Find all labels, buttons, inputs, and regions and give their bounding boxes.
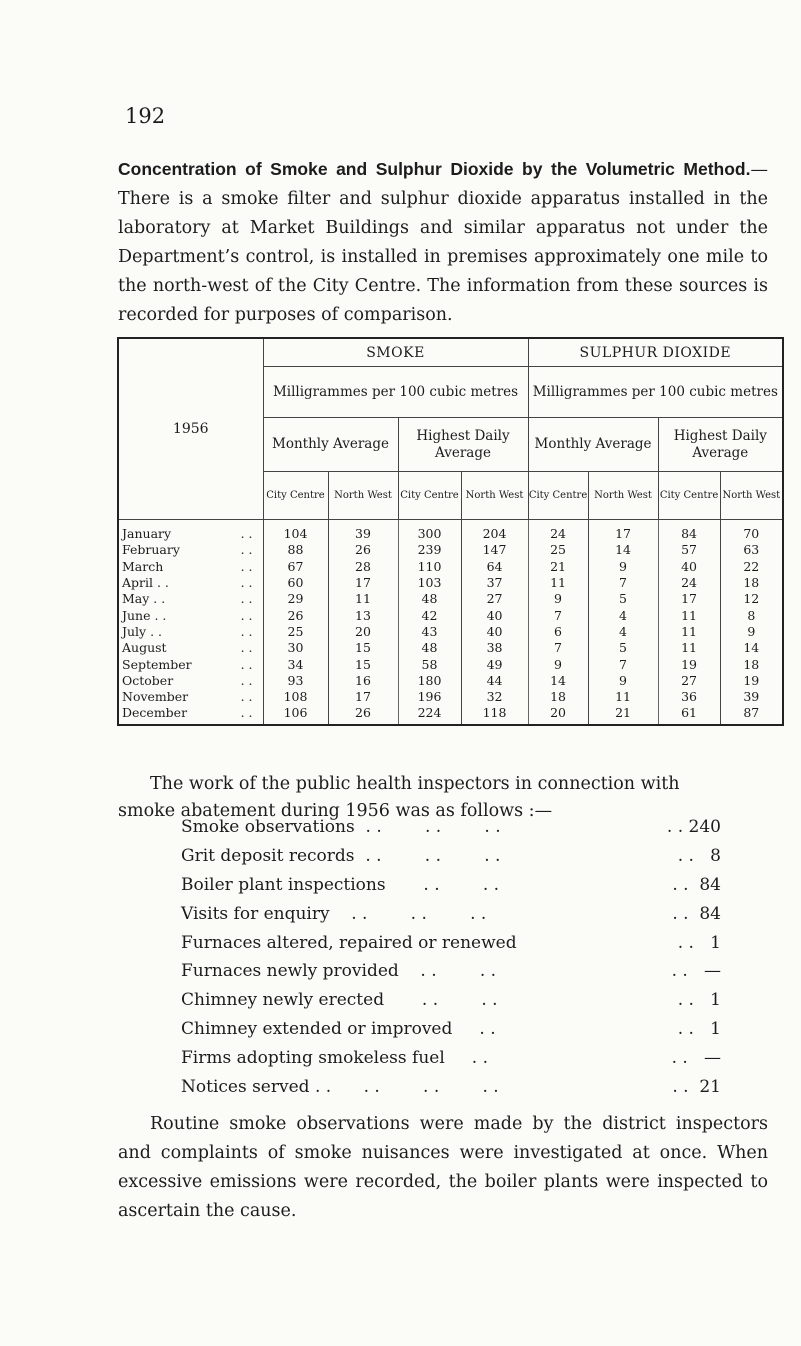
value-cell: 19 — [658, 656, 720, 672]
value-cell: 26 — [328, 542, 398, 558]
summary-label: Notices served . . . . . . . . — [181, 1077, 499, 1098]
month-cell — [118, 591, 263, 607]
table-row — [118, 689, 783, 705]
value-cell: 19 — [743, 672, 760, 688]
value-cell: 12 — [743, 591, 760, 607]
value-cell: 110 — [398, 559, 461, 575]
value-cell: 8 — [747, 607, 756, 623]
value-cell: 9 — [528, 591, 588, 607]
month-label: September — [122, 656, 192, 672]
summary-item — [181, 1073, 721, 1102]
leader-dots: . . — [240, 607, 253, 623]
value-cell: 20 — [528, 705, 588, 721]
summary-value: . . 240 — [666, 817, 721, 837]
loc-city-centre: City Centre — [528, 472, 588, 520]
value-cell: 57 — [658, 542, 720, 558]
loc-north-west: North West — [588, 472, 658, 520]
summary-label: Smoke observations . . . . . . — [181, 817, 501, 837]
value-cell: 14 — [528, 673, 588, 689]
table-row — [118, 640, 783, 656]
value-cell: 11 — [588, 689, 658, 705]
summary-label: Visits for enquiry . . . . . . — [181, 903, 487, 924]
leader-dots: . . — [240, 575, 253, 591]
summary-value: . . — — [671, 1048, 721, 1069]
value-cell: 49 — [461, 656, 528, 672]
value-cell: 4 — [588, 624, 658, 640]
value-cell: 25 — [528, 542, 588, 558]
value-cell: 14 — [743, 640, 760, 656]
value-cell: 103 — [398, 575, 461, 591]
value-cell: 63 — [743, 542, 760, 558]
value-cell: 48 — [398, 640, 461, 656]
summary-item — [181, 842, 721, 871]
leader-dots: . . — [240, 558, 253, 574]
sulphur-header: SULPHUR DIOXIDE — [528, 338, 783, 367]
value-cell: 36 — [658, 689, 720, 705]
value-cell: 21 — [528, 559, 588, 575]
value-cell: 27 — [658, 673, 720, 689]
value-cell: 9 — [528, 656, 588, 672]
value-cell: 29 — [263, 591, 328, 607]
leader-dots: . . — [240, 656, 253, 672]
month-label: December — [122, 705, 188, 721]
month-cell — [118, 640, 263, 656]
table-row — [118, 575, 783, 591]
summary-value: . . 84 — [672, 874, 721, 895]
month-cell — [118, 689, 263, 705]
summary-value: . . 8 — [677, 845, 721, 866]
month-label: January — [122, 526, 172, 542]
value-cell: 196 — [398, 689, 461, 705]
inspectors-line-1: The work of the public health inspectors in connection with — [150, 774, 680, 794]
value-cell: 24 — [658, 575, 720, 591]
value-cell: 11 — [658, 607, 720, 623]
month-cell — [118, 624, 263, 640]
value-cell: 44 — [461, 673, 528, 689]
value-cell: 15 — [328, 656, 398, 672]
leader-dots: . . — [240, 542, 253, 558]
summary-value: . . 21 — [672, 1077, 721, 1098]
leader-dots: . . — [240, 705, 253, 721]
month-label: August — [122, 640, 167, 656]
loc-city-centre: City Centre — [263, 472, 328, 520]
value-cell: 11 — [658, 640, 720, 656]
value-cell: 16 — [328, 673, 398, 689]
value-cell: 300 — [398, 526, 461, 542]
value-cell: 25 — [263, 624, 328, 640]
value-cell: 9 — [747, 623, 756, 639]
summary-label: Chimney newly erected . . . . — [181, 990, 498, 1011]
value-cell: 18 — [743, 656, 760, 672]
summary-value: . . 1 — [677, 990, 721, 1011]
value-cell: 39 — [743, 689, 760, 705]
year-header: 1956 — [118, 338, 263, 520]
value-cell: 42 — [398, 607, 461, 623]
value-cell: 18 — [743, 575, 760, 591]
table-row — [118, 526, 783, 542]
summary-value: . . 1 — [677, 1019, 721, 1040]
summary-value: . . — — [671, 961, 721, 982]
summary-value: . . 84 — [672, 903, 721, 924]
leader-dots: . . — [240, 672, 253, 688]
summary-item — [181, 813, 721, 842]
value-cell: 28 — [328, 559, 398, 575]
value-cell: 64 — [461, 559, 528, 575]
value-cell: 22 — [743, 558, 760, 574]
value-cell: 7 — [528, 640, 588, 656]
leader-dots: . . — [240, 623, 253, 639]
value-cell: 40 — [461, 624, 528, 640]
sulphur-highest-header: Highest Daily Average — [658, 418, 783, 472]
summary-label: Chimney extended or improved . . — [181, 1019, 496, 1040]
sulphur-monthly-header: Monthly Average — [528, 418, 658, 472]
value-cell: 13 — [328, 607, 398, 623]
value-cell: 37 — [461, 575, 528, 591]
table-row — [118, 705, 783, 721]
value-cell: 70 — [743, 526, 760, 542]
summary-value: . . 1 — [677, 932, 721, 953]
table-row — [118, 673, 783, 689]
month-cell — [118, 673, 263, 689]
value-cell: 48 — [398, 591, 461, 607]
value-cell: 7 — [528, 607, 588, 623]
month-label: October — [122, 672, 174, 688]
summary-label: Boiler plant inspections . . . . — [181, 874, 500, 895]
value-cell: 26 — [263, 607, 328, 623]
sulphur-unit-header: Milligrammes per 100 cubic metres — [528, 367, 783, 418]
summary-label: Furnaces altered, repaired or renewed — [181, 932, 517, 953]
value-cell: 17 — [658, 591, 720, 607]
value-cell: 58 — [398, 656, 461, 672]
value-cell: 104 — [263, 526, 328, 542]
value-cell: 180 — [398, 673, 461, 689]
value-cell: 20 — [328, 624, 398, 640]
table-row — [118, 559, 783, 575]
month-label: June . . — [122, 607, 167, 623]
table-row — [118, 656, 783, 672]
value-cell: 11 — [658, 624, 720, 640]
summary-item — [181, 900, 721, 929]
value-cell: 5 — [588, 640, 658, 656]
value-cell: 17 — [328, 689, 398, 705]
value-cell: 9 — [588, 673, 658, 689]
value-cell: 40 — [461, 607, 528, 623]
value-cell: 9 — [588, 559, 658, 575]
loc-city-centre: City Centre — [658, 472, 720, 520]
value-cell: 87 — [743, 705, 760, 721]
loc-north-west: North West — [328, 472, 398, 520]
value-cell: 43 — [398, 624, 461, 640]
value-cell: 38 — [461, 640, 528, 656]
summary-label: Grit deposit records . . . . . . — [181, 845, 501, 866]
smoke-monthly-header: Monthly Average — [263, 418, 398, 472]
value-cell: 17 — [588, 526, 658, 542]
value-cell: 21 — [588, 705, 658, 721]
month-label: March — [122, 558, 164, 574]
value-cell: 24 — [528, 526, 588, 542]
month-label: November — [122, 689, 189, 705]
month-cell — [118, 559, 263, 575]
value-cell: 18 — [528, 689, 588, 705]
table-row — [118, 624, 783, 640]
summary-label: Furnaces newly provided . . . . — [181, 961, 497, 982]
loc-north-west: North West — [461, 472, 528, 520]
summary-item — [181, 1044, 721, 1073]
value-cell: 239 — [398, 542, 461, 558]
smoke-highest-header: Highest Daily Average — [398, 418, 528, 472]
leader-dots: . . — [240, 689, 253, 705]
value-cell: 11 — [528, 575, 588, 591]
month-cell — [118, 705, 263, 721]
value-cell: 40 — [658, 559, 720, 575]
month-cell — [118, 607, 263, 623]
month-label: February — [122, 542, 180, 558]
value-cell: 15 — [328, 640, 398, 656]
summary-item — [181, 986, 721, 1015]
value-cell: 61 — [658, 705, 720, 721]
summary-label: Firms adopting smokeless fuel . . — [181, 1048, 489, 1069]
value-cell: 106 — [263, 705, 328, 721]
value-cell: 6 — [528, 624, 588, 640]
summary-item — [181, 871, 721, 900]
value-cell: 34 — [263, 656, 328, 672]
value-cell: 26 — [328, 705, 398, 721]
summary-list — [181, 813, 721, 1102]
value-cell: 4 — [588, 607, 658, 623]
value-cell: 7 — [588, 575, 658, 591]
month-label: April . . — [122, 575, 169, 591]
value-cell: 88 — [263, 542, 328, 558]
routine-paragraph: Routine smoke observations were made by the district inspectors and complaints of smoke nuisances were investigated at once. When excessive emissions were recorded, the boiler plants were inspected to ascertain the cause. — [118, 1114, 768, 1221]
loc-city-centre: City Centre — [398, 472, 461, 520]
summary-item — [181, 957, 721, 986]
value-cell: 30 — [263, 640, 328, 656]
section-heading: Concentration of Smoke and Sulphur Dioxide by the Volumetric Method. — [118, 159, 751, 179]
month-cell — [118, 526, 263, 542]
month-cell — [118, 542, 263, 558]
value-cell: 14 — [588, 542, 658, 558]
value-cell: 39 — [328, 526, 398, 542]
page-number: 192 — [125, 104, 166, 128]
table-row — [118, 542, 783, 558]
table-row — [118, 591, 783, 607]
value-cell: 27 — [461, 591, 528, 607]
summary-item — [181, 1015, 721, 1044]
value-cell: 108 — [263, 689, 328, 705]
value-cell: 11 — [328, 591, 398, 607]
value-cell: 17 — [328, 575, 398, 591]
month-cell — [118, 656, 263, 672]
value-cell: 93 — [263, 673, 328, 689]
loc-north-west: North West — [720, 472, 783, 520]
table-row — [118, 607, 783, 623]
leader-dots: . . — [240, 640, 253, 656]
leader-dots: . . — [240, 591, 253, 607]
summary-item — [181, 929, 721, 958]
leader-dots: . . — [240, 526, 253, 542]
value-cell: 5 — [588, 591, 658, 607]
inspectors-line-2: smoke abatement during 1956 was as follows :— — [118, 801, 553, 821]
value-cell: 7 — [588, 656, 658, 672]
intro-paragraph — [118, 155, 768, 330]
month-cell — [118, 575, 263, 591]
value-cell: 67 — [263, 559, 328, 575]
value-cell: 204 — [461, 526, 528, 542]
value-cell: 84 — [658, 526, 720, 542]
month-label: May . . — [122, 591, 166, 607]
smoke-unit-header: Milligrammes per 100 cubic metres — [263, 367, 528, 418]
value-cell: 224 — [398, 705, 461, 721]
value-cell: 60 — [263, 575, 328, 591]
month-label: July . . — [122, 623, 163, 639]
value-cell: 32 — [461, 689, 528, 705]
smoke-header: SMOKE — [263, 338, 528, 367]
value-cell: 147 — [461, 542, 528, 558]
value-cell: 118 — [461, 705, 528, 721]
section-body: —There is a smoke filter and sulphur dioxide apparatus installed in the laboratory at Market Buildings and similar apparatus not under the Department’s control, is installed in premises approximately one mile to the north-west of the City Centre. The information from these sources is recorded for purposes of comparison. — [118, 160, 768, 325]
pollution-table — [117, 337, 784, 726]
